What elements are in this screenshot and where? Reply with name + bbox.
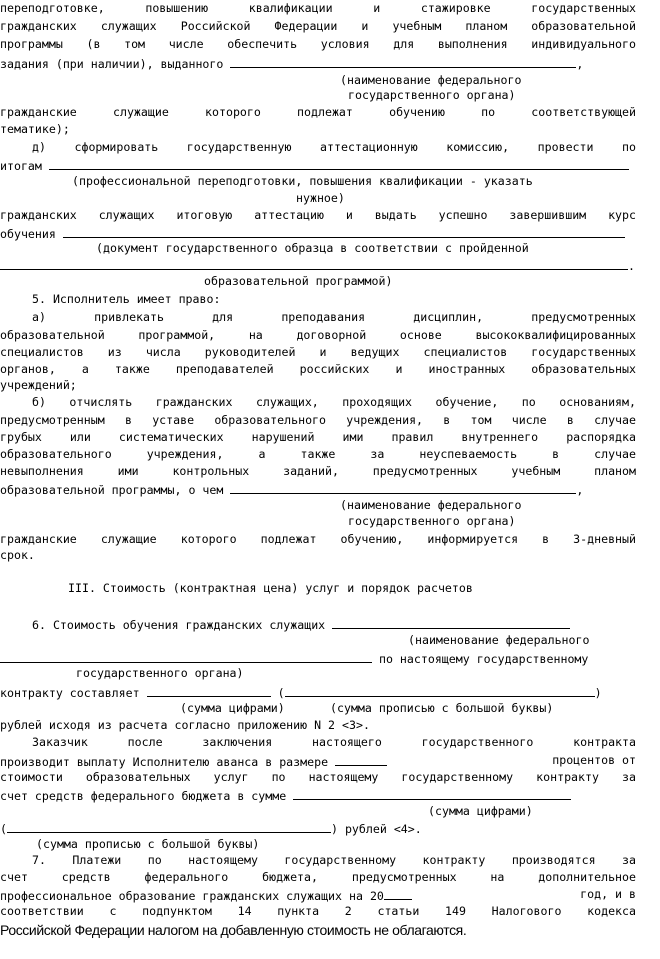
text-span: контракту составляет — [0, 686, 140, 700]
field-hint: (сумма цифрами) — [428, 804, 533, 818]
blank-field-organ-3[interactable] — [332, 615, 570, 629]
text-line: контракту составляет ( ) — [0, 683, 636, 700]
blank-field-organ[interactable] — [230, 54, 576, 68]
section-item: 5. Исполнитель имеет право: — [32, 292, 221, 306]
blank-field-advance-digits[interactable] — [293, 786, 571, 800]
field-hint: (сумма прописью с большой буквы) — [36, 837, 260, 851]
text-span: итогам — [0, 159, 42, 173]
text-line — [0, 752, 636, 769]
text-line: программы (в том числе обеспечить условия для выполнения индивидуального — [0, 37, 636, 51]
text-span: задания (при наличии), выданного — [0, 57, 224, 71]
text-span: 6. Стоимость обучения гражданских служащих — [32, 618, 326, 632]
text-line: невыполнения ими контрольных заданий, предусмотренных учебным планом — [0, 464, 636, 478]
text-line: органов, а также преподавателей российских и иностранных образовательных — [0, 362, 636, 376]
blank-field-sum-digits[interactable] — [147, 683, 271, 697]
text-span: образовательной программы, о чем — [0, 483, 224, 497]
text-line: образовательной программы, о чем , — [0, 480, 636, 497]
blank-field-advance-words[interactable] — [7, 819, 331, 833]
text-span: обучения — [0, 227, 56, 241]
field-hint: образовательной программой) — [204, 274, 393, 288]
text-span: профессиональное образование гражданских служащих на 20 — [0, 889, 384, 903]
text-span: год, и в — [580, 887, 636, 901]
text-line: специалистов из числа руководителей и ведущих специалистов государственных — [0, 345, 636, 359]
field-hint: нужное) — [296, 191, 345, 205]
text-line — [0, 786, 636, 803]
field-hint: (сумма прописью с большой буквы) — [330, 701, 554, 715]
text-line: б) отчислять гражданских служащих, проходящих обучение, по основаниям, — [32, 395, 636, 409]
blank-field-document-cont[interactable] — [0, 256, 628, 270]
text-line: . — [0, 256, 636, 273]
text-line: Заказчик после заключения настоящего государственного контракта — [32, 735, 636, 749]
text-line — [0, 156, 636, 173]
text-line-final: Российской Федерации налогом на добавленную стоимость не облагаются. — [0, 922, 467, 938]
text-line: гражданские служащие которого подлежат обучению по соответствующей — [0, 105, 636, 119]
field-hint: (сумма цифрами) — [180, 701, 285, 715]
text-span: рублей <4>. — [344, 822, 422, 836]
field-hint: государственного органа) — [348, 514, 516, 528]
text-line: гражданские служащие которого подлежат обучению, информируется в 3-дневный — [0, 532, 636, 546]
text-line — [0, 886, 636, 903]
text-line: задания (при наличии), выданного , — [0, 54, 636, 71]
text-line: учреждений; — [0, 378, 77, 392]
blank-field-training[interactable] — [49, 156, 629, 170]
blank-field-percent[interactable] — [335, 752, 387, 766]
text-line: стоимости образовательных услуг по настоящему государственному контракту за — [0, 770, 636, 784]
text-line: д) сформировать государственную аттестационную комиссию, провести по — [32, 140, 636, 154]
text-line: срок. — [0, 548, 35, 562]
blank-field-year[interactable] — [384, 886, 412, 900]
text-line: 7. Платежи по настоящему государственному контракту производятся за — [32, 853, 636, 867]
text-span: производит выплату Исполнителю аванса в размере — [0, 755, 329, 769]
field-hint: (документ государственного образца в соответствии с пройденной — [96, 241, 529, 255]
text-span: по настоящему государственному — [378, 652, 589, 666]
field-hint: государственного органа) — [76, 666, 244, 680]
text-line — [0, 224, 636, 241]
text-line — [0, 649, 636, 666]
text-line: счет средств федерального бюджета, предусмотренных на дополнительное — [0, 870, 636, 884]
text-line: тематике); — [0, 122, 70, 136]
text-span: счет средств федерального бюджета в сумме — [0, 789, 287, 803]
section-heading: III. Стоимость (контрактная цена) услуг и порядок расчетов — [68, 581, 473, 595]
text-line: гражданских служащих итоговую аттестацию и выдать успешно завершившим курс — [0, 208, 636, 222]
text-line: гражданских служащих Российской Федерации и учебным планом образовательной — [0, 19, 636, 33]
text-line: переподготовке, повышению квалификации и стажировке государственных — [0, 1, 636, 15]
text-line: ( ) рублей <4>. — [0, 819, 636, 836]
blank-field-organ-3-cont[interactable] — [0, 649, 372, 663]
text-line: соответствии с подпунктом 14 пункта 2 статьи 149 Налогового кодекса — [0, 904, 636, 918]
field-hint: государственного органа) — [348, 88, 516, 102]
blank-field-organ-2[interactable] — [230, 480, 576, 494]
text-line: а) привлекать для преподавания дисциплин, предусмотренных — [32, 310, 636, 324]
field-hint: (наименование федерального — [340, 73, 522, 87]
blank-field-document[interactable] — [63, 224, 625, 238]
field-hint: (наименование федерального — [408, 633, 590, 647]
text-line: предусмотренным в уставе образовательного учреждения, в том числе в случае — [0, 413, 636, 427]
blank-field-sum-words[interactable] — [285, 683, 595, 697]
text-line — [32, 615, 636, 632]
field-hint: (наименование федерального — [340, 498, 522, 512]
text-line: грубых или систематических нарушений ими правил внутреннего распорядка — [0, 430, 636, 444]
text-span: процентов от — [552, 753, 636, 767]
field-hint: (профессиональной переподготовки, повышения квалификации - указать — [72, 174, 533, 188]
text-line: образовательного учреждения, а также за неуспеваемость в случае — [0, 447, 636, 461]
text-line: образовательной программой, на договорной основе высококвалифицированных — [0, 328, 636, 342]
text-line: рублей исходя из расчета согласно приложению N 2 <3>. — [0, 718, 370, 732]
